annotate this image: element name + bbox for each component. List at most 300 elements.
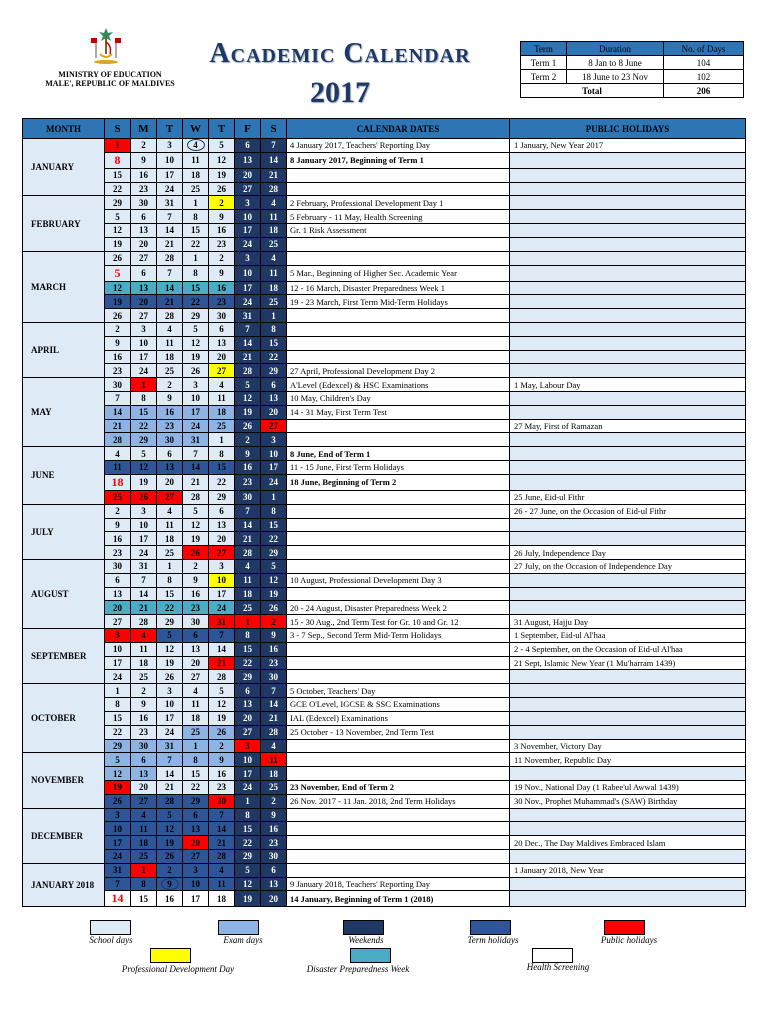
day-cell: [235, 642, 261, 656]
day-number: 13: [269, 879, 278, 890]
day-cell: [157, 419, 183, 433]
day-cell: [235, 168, 261, 182]
day-cell: [235, 601, 261, 615]
day-number: 27: [165, 492, 174, 503]
day-cell: [105, 336, 131, 350]
term-days: 104: [664, 56, 744, 70]
day-number: 24: [243, 239, 252, 250]
day-cell: [131, 152, 157, 168]
day-number: 21: [165, 239, 174, 250]
table-row: [23, 518, 746, 532]
day-number: 16: [269, 823, 278, 834]
day-cell: [157, 182, 183, 196]
day-cell: [209, 642, 235, 656]
day-cell: [157, 559, 183, 573]
public-holiday: [510, 433, 746, 447]
table-row: [23, 877, 746, 891]
day-number: 24: [139, 547, 148, 558]
day-number: 18: [191, 713, 200, 724]
day-cell: [157, 711, 183, 725]
day-cell: [209, 670, 235, 684]
day-cell: [131, 615, 157, 629]
day-number: 18: [217, 407, 226, 418]
table-row: [23, 601, 746, 615]
day-cell: [261, 295, 287, 309]
day-number: 14: [243, 338, 252, 349]
day-number: 5: [115, 754, 120, 765]
day-number: 17: [165, 170, 174, 181]
day-number: 13: [191, 644, 200, 655]
day-cell: [261, 447, 287, 461]
day-number: 20: [269, 893, 278, 904]
day-number: 8: [245, 630, 250, 641]
day-cell: [105, 196, 131, 210]
day-number: 8: [167, 575, 172, 586]
day-number: 9: [245, 448, 250, 459]
day-number: 11: [269, 268, 278, 278]
day-number: 21: [217, 837, 226, 848]
day-cell: [235, 364, 261, 378]
day-cell: [183, 642, 209, 656]
day-number: 26: [217, 727, 226, 738]
day-cell: [235, 891, 261, 907]
day-number: 3: [115, 809, 120, 820]
day-number: 28: [191, 492, 200, 503]
day-number: 14: [217, 823, 226, 834]
day-number: 21: [139, 602, 148, 613]
day-cell: [183, 251, 209, 265]
day-number: 15: [139, 893, 148, 904]
day-cell: [131, 281, 157, 295]
calendar-event: [287, 490, 510, 504]
day-cell: [157, 139, 183, 153]
day-cell: [157, 474, 183, 490]
day-cell: [235, 182, 261, 196]
day-number: 27: [139, 310, 148, 321]
day-cell: [261, 642, 287, 656]
day-cell: [235, 461, 261, 475]
day-number: 7: [141, 575, 146, 586]
day-number: 21: [269, 170, 278, 181]
day-cell: [131, 891, 157, 907]
day-number: 4: [271, 740, 276, 751]
day-cell: [261, 877, 287, 891]
header-tue: T: [157, 119, 183, 139]
day-number: 5: [193, 506, 198, 517]
table-row: [23, 808, 746, 822]
day-cell: [131, 433, 157, 447]
day-cell: [261, 265, 287, 281]
day-number: 5: [167, 630, 172, 641]
day-number: 29: [113, 740, 122, 751]
day-number: 25: [139, 851, 148, 862]
day-cell: [131, 863, 157, 877]
table-row: [23, 336, 746, 350]
day-number: 18: [269, 768, 278, 779]
public-holiday: [510, 364, 746, 378]
day-cell: [235, 152, 261, 168]
day-cell: [235, 822, 261, 836]
month-label: DECEMBER: [23, 808, 105, 863]
day-cell: [209, 684, 235, 698]
calendar-event: [287, 656, 510, 670]
day-number: 1: [141, 379, 146, 390]
day-number: 26: [165, 851, 174, 862]
table-row: [23, 461, 746, 475]
page-year: 2017: [310, 76, 370, 109]
public-holiday: [510, 670, 746, 684]
legend-swatch: [150, 948, 191, 963]
day-cell: [157, 237, 183, 251]
day-cell: [261, 629, 287, 643]
day-cell: [131, 877, 157, 891]
day-cell: [131, 322, 157, 336]
day-number: 3: [193, 379, 198, 390]
day-number: 1: [193, 197, 198, 208]
day-number: 8: [114, 152, 121, 167]
public-holiday: 20 Dec., The Day Maldives Embraced Islam: [510, 836, 746, 850]
public-holiday: 1 January 2018, New Year: [510, 863, 746, 877]
day-number: 3: [167, 140, 172, 151]
day-number: 26: [113, 796, 122, 807]
day-number: 9: [219, 211, 224, 222]
day-number: 12: [269, 575, 278, 586]
day-number: 25: [243, 602, 252, 613]
day-number: 1: [193, 740, 198, 751]
day-number: 13: [139, 225, 148, 236]
day-number: 10: [243, 268, 252, 278]
day-number: 25: [269, 239, 278, 250]
day-cell: [235, 405, 261, 419]
public-holiday: [510, 182, 746, 196]
public-holiday: [510, 850, 746, 864]
day-cell: [157, 836, 183, 850]
header: [0, 0, 768, 115]
calendar-event: [287, 350, 510, 364]
calendar-event: 27 April, Professional Development Day 2: [287, 364, 510, 378]
day-number: 29: [191, 310, 200, 321]
public-holiday: [510, 518, 746, 532]
day-cell: [235, 447, 261, 461]
table-row: [23, 891, 746, 907]
day-cell: [131, 265, 157, 281]
day-cell: [261, 670, 287, 684]
public-holiday: 27 July, on the Occasion of Independence Day: [510, 559, 746, 573]
table-row: [521, 56, 744, 70]
day-cell: [105, 182, 131, 196]
day-number: 16: [217, 768, 226, 779]
day-cell: [157, 210, 183, 224]
day-cell: [183, 656, 209, 670]
calendar-event: 8 June, End of Term 1: [287, 447, 510, 461]
day-cell: [157, 670, 183, 684]
day-cell: [235, 587, 261, 601]
day-number: 28: [217, 671, 226, 682]
day-cell: [183, 364, 209, 378]
day-number: 28: [217, 851, 226, 862]
month-label: MAY: [23, 378, 105, 447]
table-row: [23, 559, 746, 573]
day-cell: [157, 546, 183, 560]
day-number: 9: [167, 393, 172, 404]
legend-swatch: [604, 920, 645, 935]
day-number: 16: [217, 225, 226, 236]
day-cell: [131, 684, 157, 698]
term-days: 102: [664, 70, 744, 84]
day-cell: [131, 139, 157, 153]
legend-label: Term holidays: [467, 935, 519, 945]
public-holiday: [510, 152, 746, 168]
day-cell: [183, 532, 209, 546]
public-holiday: [510, 698, 746, 712]
legend-label: Public holidays: [600, 935, 658, 945]
day-number: 26: [113, 253, 122, 264]
day-number: 28: [269, 184, 278, 195]
day-number: 23: [113, 365, 122, 376]
day-cell: [183, 573, 209, 587]
day-cell: [209, 251, 235, 265]
day-cell: [183, 836, 209, 850]
day-cell: [235, 518, 261, 532]
day-number: 6: [219, 506, 224, 517]
day-cell: [157, 891, 183, 907]
public-holiday: [510, 265, 746, 281]
day-cell: [183, 461, 209, 475]
day-cell: [131, 629, 157, 643]
day-number: 15: [269, 338, 278, 349]
day-cell: [157, 518, 183, 532]
day-cell: [209, 210, 235, 224]
public-holiday: [510, 808, 746, 822]
day-cell: [105, 684, 131, 698]
day-number: 3: [141, 324, 146, 335]
day-cell: [235, 504, 261, 518]
day-cell: [235, 532, 261, 546]
day-number: 18: [111, 474, 124, 489]
day-number: 24: [191, 421, 200, 432]
day-cell: [209, 822, 235, 836]
day-number: 1: [245, 616, 250, 627]
day-number: 19: [217, 170, 226, 181]
day-cell: [209, 794, 235, 808]
day-number: 6: [141, 268, 146, 278]
day-cell: [131, 461, 157, 475]
day-cell: [157, 684, 183, 698]
table-row: [23, 615, 746, 629]
day-number: 23: [191, 602, 200, 613]
day-number: 13: [191, 823, 200, 834]
calendar-event: 23 November, End of Term 2: [287, 780, 510, 794]
day-number: 3: [167, 685, 172, 696]
day-number: 5: [271, 561, 276, 572]
day-number: 28: [165, 796, 174, 807]
day-cell: [157, 808, 183, 822]
day-number: 15: [191, 768, 200, 779]
day-number: 2: [271, 616, 276, 627]
day-cell: [261, 224, 287, 238]
day-number: 3: [245, 253, 250, 264]
day-cell: [105, 364, 131, 378]
day-cell: [157, 295, 183, 309]
day-cell: [157, 863, 183, 877]
calendar-event: 5 Mar., Beginning of Higher Sec. Academic Year: [287, 265, 510, 281]
day-cell: [105, 392, 131, 406]
day-number: 17: [243, 282, 252, 293]
day-number: 6: [141, 211, 146, 222]
day-cell: [183, 767, 209, 781]
calendar-event: [287, 642, 510, 656]
public-holiday: 11 November, Republic Day: [510, 753, 746, 767]
day-cell: [209, 753, 235, 767]
day-cell: [157, 794, 183, 808]
day-number: 27: [217, 365, 226, 376]
day-number: 20: [243, 170, 252, 181]
calendar-event: [287, 309, 510, 323]
day-number: 25: [139, 671, 148, 682]
day-number: 7: [219, 809, 224, 820]
public-holiday: [510, 447, 746, 461]
day-cell: [183, 504, 209, 518]
legend-swatch: [532, 948, 573, 963]
day-number: 21: [243, 351, 252, 362]
public-holiday: [510, 877, 746, 891]
day-cell: [131, 364, 157, 378]
public-holiday: [510, 532, 746, 546]
day-number: 16: [139, 713, 148, 724]
day-number: 20: [139, 296, 148, 307]
table-row: [23, 836, 746, 850]
day-number: 30: [269, 851, 278, 862]
day-number: 22: [217, 477, 226, 488]
day-cell: [209, 168, 235, 182]
day-cell: [157, 822, 183, 836]
day-cell: [157, 251, 183, 265]
day-cell: [235, 808, 261, 822]
day-cell: [183, 182, 209, 196]
day-cell: [105, 573, 131, 587]
day-number: 12: [217, 155, 226, 166]
ministry-name: [40, 70, 180, 88]
day-number: 2: [219, 253, 224, 264]
day-cell: [157, 656, 183, 670]
day-number: 2: [219, 740, 224, 751]
day-number: 18: [165, 351, 174, 362]
day-cell: [261, 546, 287, 560]
day-number: 29: [139, 434, 148, 445]
public-holiday: [510, 224, 746, 238]
day-number: 16: [269, 644, 278, 655]
day-number: 30: [165, 434, 174, 445]
day-number: 30: [217, 310, 226, 321]
day-number: 10: [165, 699, 174, 710]
day-number: 4: [141, 809, 146, 820]
day-number: 30: [139, 740, 148, 751]
terms-header-duration: Duration: [567, 42, 664, 56]
day-cell: [183, 739, 209, 753]
day-cell: [209, 656, 235, 670]
day-number: 23: [217, 239, 226, 250]
day-number: 4: [193, 685, 198, 696]
day-cell: [131, 210, 157, 224]
table-row: [23, 210, 746, 224]
day-number: 12: [243, 393, 252, 404]
day-cell: [261, 322, 287, 336]
calendar-event: [287, 546, 510, 560]
day-number: 11: [243, 575, 252, 586]
day-cell: [105, 850, 131, 864]
day-cell: [235, 670, 261, 684]
day-number: 12: [191, 519, 200, 530]
public-holiday: 30 Nov., Prophet Muhammad's (SAW) Birthday: [510, 794, 746, 808]
calendar-event: Gr. 1 Risk Assessment: [287, 224, 510, 238]
day-cell: [209, 546, 235, 560]
day-number: 5: [167, 809, 172, 820]
day-number: 19: [113, 782, 122, 793]
day-cell: [105, 601, 131, 615]
day-number: 13: [165, 462, 174, 473]
day-cell: [209, 711, 235, 725]
day-cell: [131, 725, 157, 739]
day-number: 19: [139, 477, 148, 488]
public-holiday: 1 May, Labour Day: [510, 378, 746, 392]
header-public-holidays: PUBLIC HOLIDAYS: [510, 119, 746, 139]
day-cell: [157, 168, 183, 182]
day-number: 11: [269, 211, 278, 222]
day-number: 7: [245, 506, 250, 517]
day-number: 28: [243, 365, 252, 376]
day-cell: [235, 378, 261, 392]
day-number: 23: [269, 658, 278, 669]
legend-swatch: [343, 920, 384, 935]
day-cell: [105, 532, 131, 546]
day-number: 1: [271, 492, 276, 503]
header-mon: M: [131, 119, 157, 139]
calendar-event: [287, 419, 510, 433]
public-holiday: 26 July, Independence Day: [510, 546, 746, 560]
day-cell: [209, 447, 235, 461]
day-cell: [235, 419, 261, 433]
day-cell: [235, 265, 261, 281]
day-cell: [131, 182, 157, 196]
public-holiday: [510, 461, 746, 475]
total-row: [521, 84, 744, 98]
day-cell: [261, 281, 287, 295]
day-cell: [235, 794, 261, 808]
day-number: 13: [269, 393, 278, 404]
public-holiday: [510, 891, 746, 907]
day-cell: [183, 433, 209, 447]
day-number: 16: [217, 282, 226, 293]
day-cell: [131, 504, 157, 518]
table-row: [23, 490, 746, 504]
day-cell: [209, 490, 235, 504]
day-number: 2: [115, 506, 120, 517]
table-row: [23, 405, 746, 419]
day-number: 10: [139, 338, 148, 349]
day-number: 17: [191, 407, 200, 418]
day-cell: [209, 863, 235, 877]
legend-label: Weekends: [348, 935, 384, 945]
day-cell: [261, 490, 287, 504]
month-label: JANUARY 2018: [23, 863, 105, 907]
month-label: SEPTEMBER: [23, 629, 105, 684]
day-cell: [209, 295, 235, 309]
legend-label: Disaster Preparedness Week: [306, 964, 410, 974]
day-cell: [209, 196, 235, 210]
day-cell: [105, 224, 131, 238]
day-number: 18: [165, 533, 174, 544]
day-cell: [183, 295, 209, 309]
